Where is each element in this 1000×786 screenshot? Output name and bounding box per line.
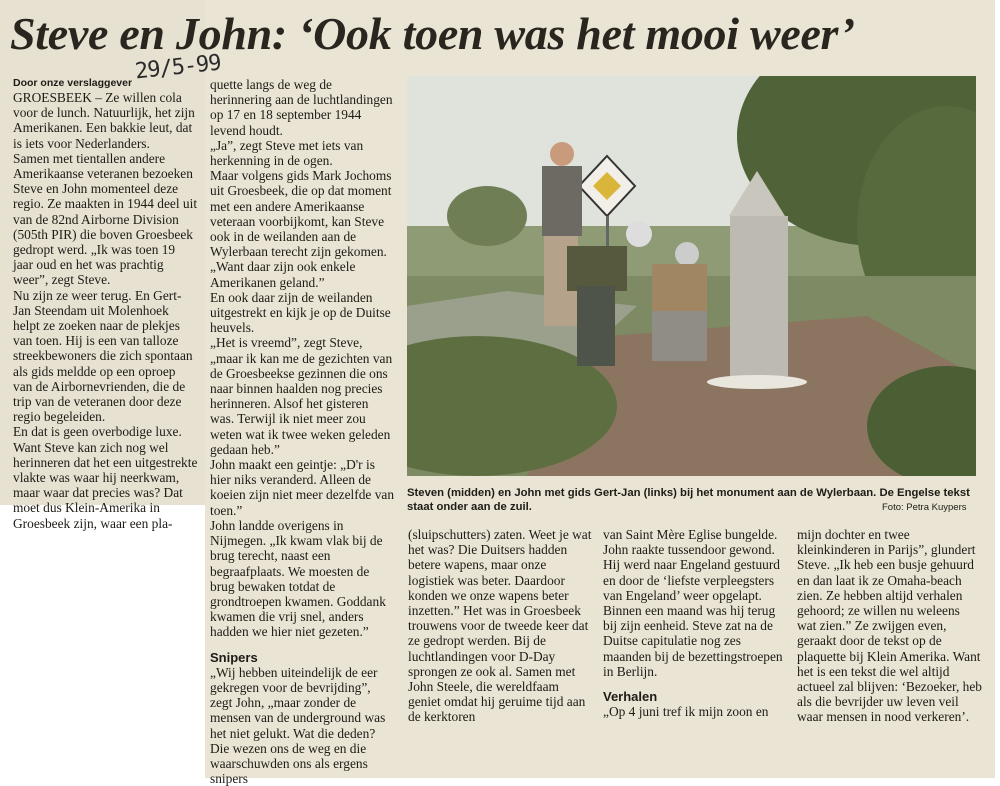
- paragraph: „Ja”, zegt Steve met iets van herkenning in de ogen.: [210, 137, 364, 169]
- paragraph: quette langs de weg de herinnering aan de luchtlandingen op 17 en 18 september 1944 levend houdt.: [210, 77, 393, 138]
- subheading-snipers: Snipers: [210, 649, 258, 665]
- paragraph: Samen met tientallen andere Amerikaanse veteranen bezoeken Steve en John momenteel deze regio. Ze maakten in 1944 deel uit van de 82nd Airborne Division (505th PIR) die boven Groesbeek gedropt werd. „Ik was toen 19 jaar oud en het was prachtig weer”, zegt Steve.: [13, 150, 198, 288]
- monument-photo: [407, 76, 976, 476]
- article-column-4: [603, 527, 788, 719]
- paragraph: En ook daar zijn de weilanden uitgestrekt en kijk je op de Duitse heuvels.: [210, 289, 391, 336]
- paragraph: John landde overigens in Nijmegen. „Ik kwam vlak bij de brug terecht, naast een begraafplaats. We moesten de brug bewaken totdat de grondtroepen kwamen. Goddank kwamen die vrij snel, anders hadden we hier niet gezeten.”: [210, 517, 386, 640]
- photo-caption: Steven (midden) en John met gids Gert-Jan (links) bij het monument aan de Wylerbaan. De Engelse tekst staat onder aan de zuil.: [407, 487, 970, 513]
- paragraph: „Op 4 juni tref ik mijn zoon en: [603, 704, 769, 720]
- paragraph: „Wij hebben uiteindelijk de eer gekregen voor de bevrijding”, zegt John, „maar zonder de mensen van de underground was het niet gelukt. Wat die deden? Die wezen ons de weg en die waarschuwden ons als ergens snipers: [210, 664, 386, 786]
- paragraph: John maakt een geintje: „D'r is hier niks veranderd. Alleen de koeien zijn niet meer dezelfde van toen.”: [210, 457, 395, 518]
- subheading-verhalen: Verhalen: [603, 689, 658, 705]
- article-column-2: [210, 77, 395, 786]
- paragraph: mijn dochter en twee kleinkinderen in Parijs”, glundert Steve. „Ik heb een busje gehuurd en dan laat ik ze Omaha-beach zien. Ze hebben altijd verhalen gehoord; ze willen nu weleens wat zien.” Ze zwijgen even, geraakt door de tekst op de plaquette bij Klein Amerika. Want het is een tekst die wel altijd actueel zal blijven: ‘Bezoeker, heb als die bevrijder uw leven veil waar mensen in nood verkeren’.: [797, 527, 982, 725]
- paragraph: van Saint Mère Eglise bungelde. John raakte tussendoor gewond. Hij werd naar Engeland gestuurd en door de ‘liefste verpleegsters van Engeland’ weer opgelapt. Binnen een maand was hij terug bij zijn eenheid. Steve zat na de Duitse capitulatie nog zes maanden bij de bezettingstroepen in Berlijn.: [603, 527, 783, 679]
- handwritten-date: 29/5-99: [133, 50, 222, 85]
- paragraph: Maar volgens gids Mark Jochoms uit Groesbeek, die op dat moment met een andere Amerikaanse veteraan voorbijkomt, kan Steve ook in de weilanden aan de Wylerbaan terecht zijn gekomen. „Want daar zijn ook enkele Amerikanen geland.”: [210, 168, 392, 290]
- paragraph: GROESBEEK – Ze willen cola voor de lunch. Natuurlijk, het zijn Amerikanen. Een bakkie leut, dat is iets voor Nederlanders.: [13, 90, 195, 151]
- photo-credit: Foto: Petra Kuypers: [882, 502, 967, 513]
- paragraph: „Het is vreemd”, zegt Steve, „maar ik kan me de gezichten van de Groesbeekse gezinnen die ons naar binnen haalden nog precies herinneren. Alsof het gisteren was. Terwijl ik niet meer zou weten wat ik twee weken geleden gedaan heb.”: [210, 335, 393, 457]
- paragraph: En dat is geen overbodige luxe. Want Steve kan zich nog wel herinneren dat het een uitgestrekte vlakte was waar hij neerkwam, maar waar dat precies was? Dat moet dus Klein-Amerika in Groesbeek zijn, waar een pla-: [13, 424, 198, 531]
- article-column-3: [408, 527, 593, 725]
- article-column-5: [797, 527, 982, 725]
- headline: Steve en John: ‘Ook toen was het mooi weer’: [10, 8, 855, 59]
- paragraph: Nu zijn ze weer terug. En Gert-Jan Steendam uit Molenhoek helpt ze zoeken naar de plekjes van toen. Hij is een van talloze streekbewoners die zich spontaan als gids meldde op een oproep van de Airbornevrienden, die de trip van de veteranen door deze regio begeleiden.: [13, 287, 193, 425]
- paragraph: (sluipschutters) zaten. Weet je wat het was? Die Duitsers hadden betere wapens, maar onze logistiek was beter. Daardoor konden we onze wapens beter inzetten.” Het was in Groesbeek trouwens voor de tweede keer dat ze gedropt werden. Bij de luchtlandingen voor D-Day sprongen ze ook al. Samen met John Steele, die wereldfaam geniet omdat hij geruime tijd aan de kerktoren: [408, 527, 592, 725]
- article-column-1: [13, 77, 198, 531]
- byline: Door onze verslaggever: [13, 77, 133, 89]
